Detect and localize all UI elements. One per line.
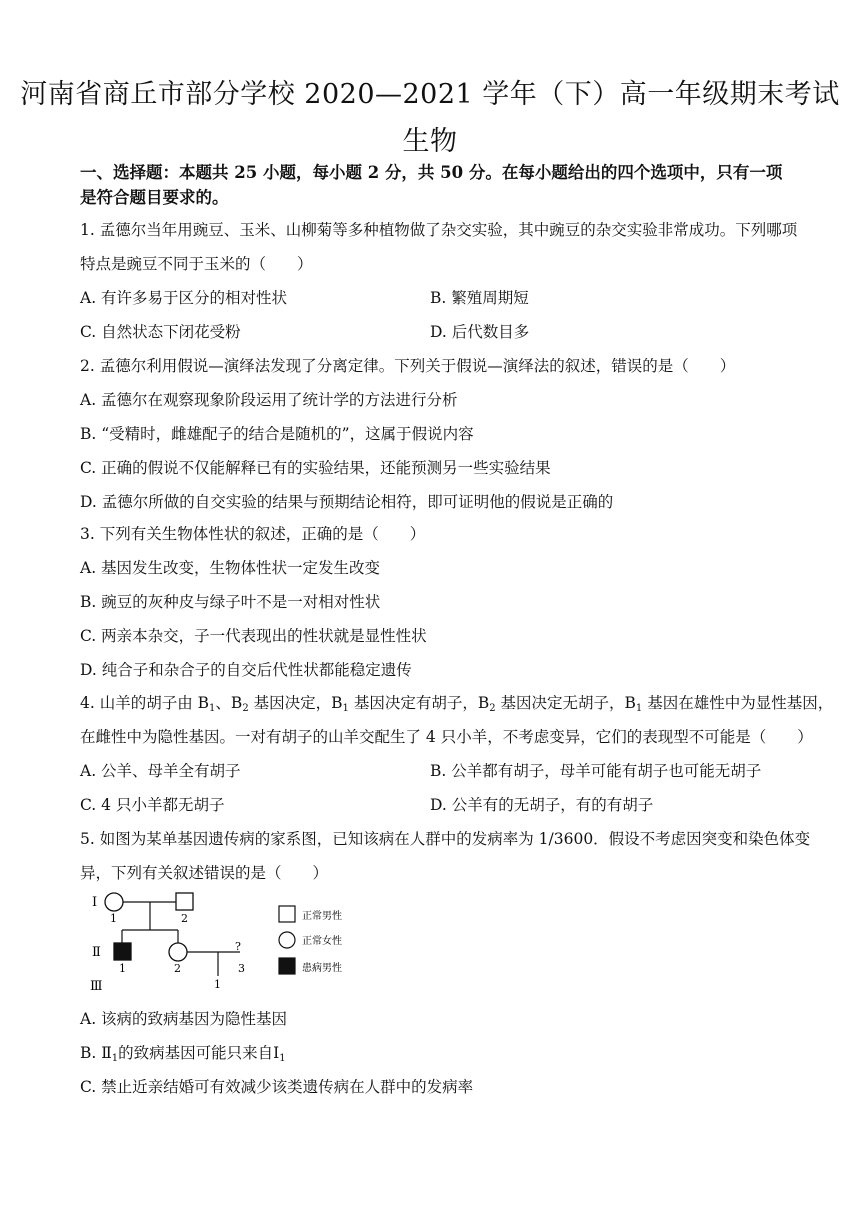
- q5-option-a: A. 该病的致病基因为隐性基因: [80, 1010, 288, 1028]
- generation-label-III: Ⅲ: [90, 979, 103, 994]
- q3-option-b: B. 豌豆的灰种皮与绿子叶不是一对相对性状: [80, 593, 381, 611]
- label-II1: 1: [119, 962, 126, 975]
- q4-stem-line1: 4. 山羊的胡子由 $B_1$、$B_2$ 基因决定，$B_1$ 基因决定有胡子，$B_2$ 基因决定无胡子，$B_1$ 基因在雄性中为显性基因，: [80, 694, 834, 714]
- q1-option-a: A. 有许多易于区分的相对性状: [80, 289, 288, 307]
- q2-option-b: B. “受精时，雌雄配子的结合是随机的”，这属于假说内容: [80, 425, 474, 443]
- q5-option-c: C. 禁止近亲结婚可有效减少该类遗传病在人群中的发病率: [80, 1078, 474, 1096]
- q3-option-d: D. 纯合子和杂合子的自交后代性状都能稳定遗传: [80, 661, 412, 679]
- q2-option-a: A. 孟德尔在观察现象阶段运用了统计学的方法进行分析: [80, 391, 458, 409]
- q5-stem-line1: 5. 如图为某单基因遗传病的家系图，已知该病在人群中的发病率为 1/3600．假设不考虑因突变和染色体变: [80, 830, 811, 848]
- q1-option-c: C. 自然状态下闭花受粉: [80, 323, 241, 341]
- q3-option-a: A. 基因发生改变，生物体性状一定发生改变: [80, 559, 381, 577]
- q2-stem: 2. 孟德尔利用假说—演绎法发现了分离定律。下列关于假说—演绎法的叙述，错误的是（ ）: [80, 357, 736, 375]
- q4-option-c: C. 4 只小羊都无胡子: [80, 796, 225, 814]
- q5-stem-line2: 异，下列有关叙述错误的是（ ）: [80, 864, 329, 882]
- individual-II2-normal-female: [169, 943, 187, 961]
- legend-affected-male: 患病男性: [302, 963, 342, 974]
- legend-normal-male-icon: [279, 906, 295, 922]
- label-I1: 1: [110, 912, 117, 925]
- label-II2: 2: [174, 962, 181, 975]
- q1-option-d: D. 后代数目多: [430, 323, 530, 341]
- individual-I1-normal-female: [105, 893, 123, 911]
- individual-II1-affected-male: [114, 943, 131, 960]
- legend-affected-male-icon: [279, 958, 295, 974]
- section-heading: 一、选择题：本题共 25 小题，每小题 2 分，共 50 分。在每小题给出的四个选项中，只有一项是符合题目要求的。: [80, 163, 783, 207]
- legend-normal-female: 正常女性: [302, 936, 342, 947]
- legend-normal-female-icon: [279, 932, 295, 948]
- label-II3: 3: [238, 962, 245, 975]
- q1-stem-line1: 1. 孟德尔当年用豌豆、玉米、山柳菊等多种植物做了杂交实验，其中豌豆的杂交实验非常成功。下列哪项: [80, 221, 798, 239]
- q2-option-d: D. 孟德尔所做的自交实验的结果与预期结论相符，即可证明他的假说是正确的: [80, 493, 614, 511]
- unknown-mark: ?: [235, 940, 241, 953]
- q4-option-b: B. 公羊都有胡子，母羊可能有胡子也可能无胡子: [430, 762, 762, 780]
- q4-stem-line2: 在雌性中为隐性基因。一对有胡子的山羊交配生了 4 只小羊，不考虑变异，它们的表现型不可能是（ ）: [80, 728, 813, 746]
- q5-option-b: B. $Ⅱ_1$的致病基因可能只来自$Ⅰ_1$: [80, 1044, 286, 1064]
- q4-option-a: A. 公羊、母羊全有胡子: [80, 762, 241, 780]
- legend-normal-male: 正常男性: [302, 911, 342, 922]
- q1-option-b: B. 繁殖周期短: [430, 289, 529, 307]
- subject-title: 生物: [402, 126, 458, 157]
- generation-label-I: Ⅰ: [92, 895, 98, 910]
- q2-option-c: C. 正确的假说不仅能解释已有的实验结果，还能预测另一些实验结果: [80, 459, 551, 477]
- exam-title: 河南省商丘市部分学校 2020—2021 学年（下）高一年级期末考试: [20, 79, 840, 110]
- q3-stem: 3. 下列有关生物体性状的叙述，正确的是（ ）: [80, 525, 426, 543]
- label-I2: 2: [181, 912, 188, 925]
- q4-option-d: D. 公羊有的无胡子，有的有胡子: [430, 796, 654, 814]
- q3-option-c: C. 两亲本杂交，子一代表现出的性状就是显性性状: [80, 627, 427, 645]
- generation-label-II: Ⅱ: [92, 945, 101, 960]
- individual-I2-normal-male: [176, 893, 193, 910]
- label-III1: 1: [214, 978, 221, 991]
- pedigree-diagram: [80, 880, 380, 995]
- q1-stem-line2: 特点是豌豆不同于玉米的（ ）: [80, 255, 313, 273]
